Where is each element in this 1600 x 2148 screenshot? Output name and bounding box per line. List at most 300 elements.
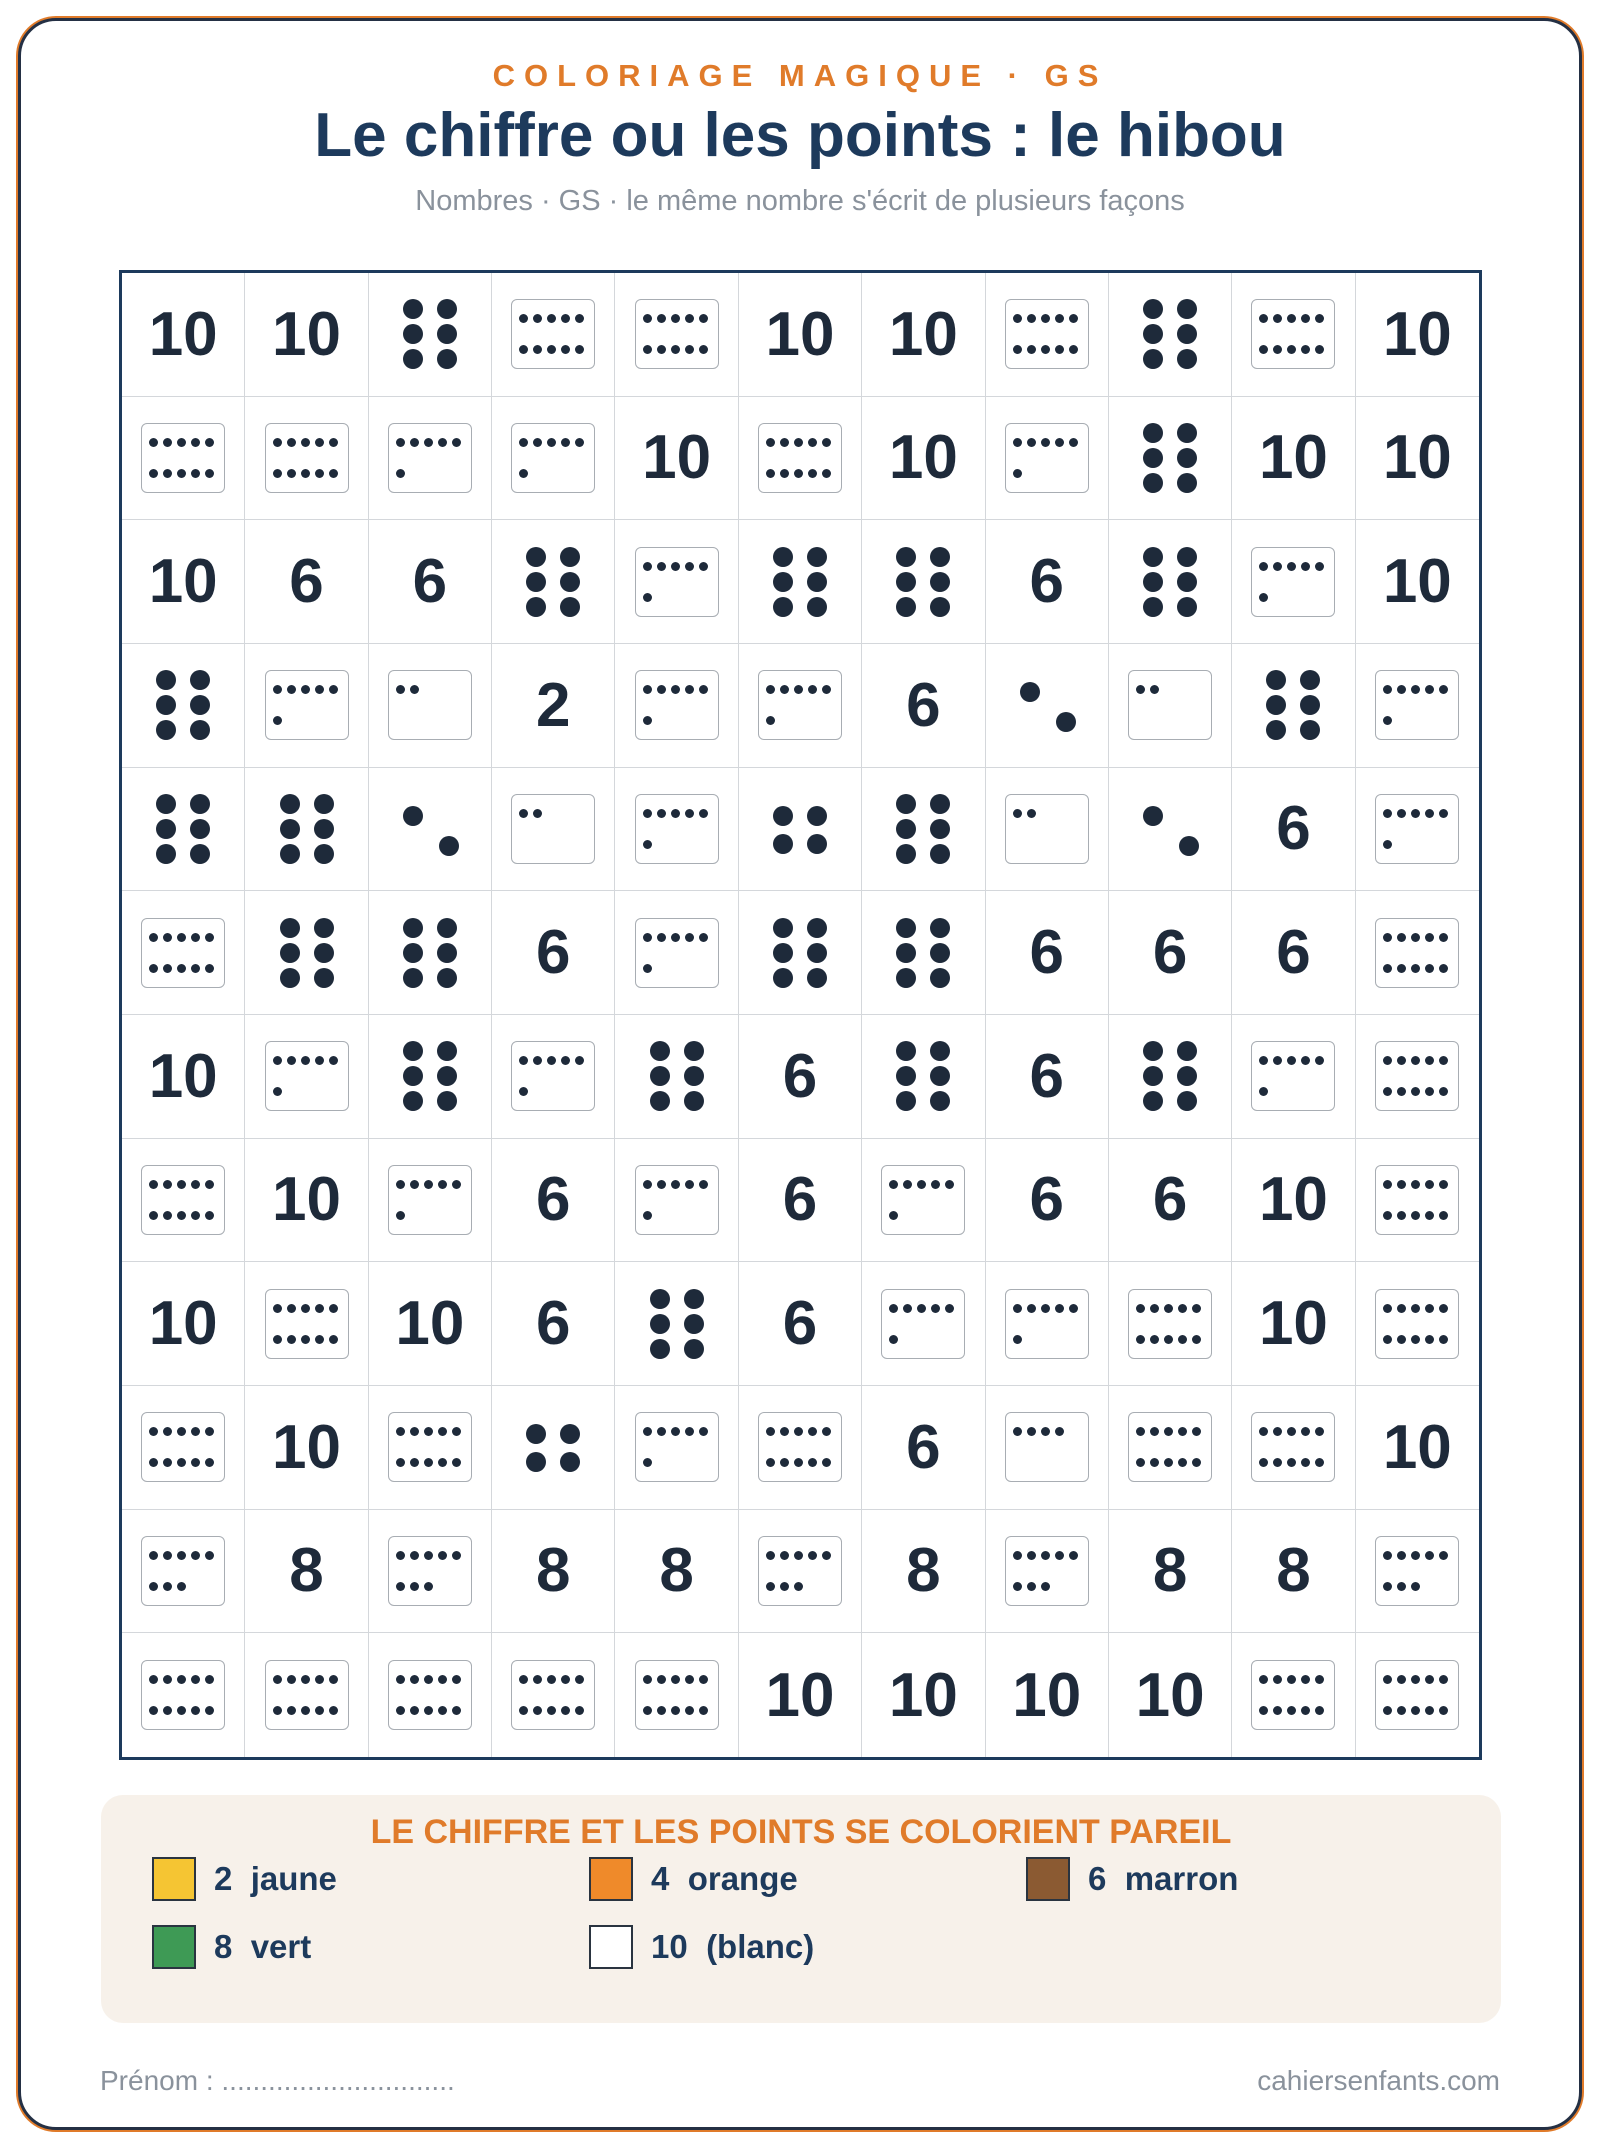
- dot: [149, 1582, 158, 1591]
- grid-cell[interactable]: [1232, 768, 1355, 892]
- dot: [452, 1675, 461, 1684]
- dot: [1439, 1706, 1448, 1715]
- dot: [1056, 712, 1076, 732]
- dot: [643, 562, 652, 571]
- grid-cell[interactable]: [369, 273, 492, 397]
- dot: [1439, 1551, 1448, 1560]
- dot: [1397, 1551, 1406, 1560]
- dot: [1397, 1056, 1406, 1065]
- grid-cell[interactable]: [122, 1633, 245, 1757]
- dot-pattern: [1012, 668, 1082, 742]
- grid-cell[interactable]: [1109, 1139, 1232, 1263]
- dot: [1136, 1335, 1145, 1344]
- dot: [273, 1706, 282, 1715]
- grid-cell[interactable]: [615, 1015, 738, 1139]
- grid-cell[interactable]: [986, 644, 1109, 768]
- grid-cell[interactable]: [1356, 1015, 1479, 1139]
- dot: [807, 918, 827, 938]
- grid-cell[interactable]: [122, 1386, 245, 1510]
- grid-cell[interactable]: [739, 1510, 862, 1634]
- dot: [1439, 1675, 1448, 1684]
- dot: [1259, 1458, 1268, 1467]
- dot: [437, 299, 457, 319]
- grid-cell[interactable]: [492, 520, 615, 644]
- grid-cell[interactable]: [986, 273, 1109, 397]
- dot: [205, 1180, 214, 1189]
- dot: [643, 1427, 652, 1436]
- grid-cell[interactable]: [1232, 891, 1355, 1015]
- dot: [671, 933, 680, 942]
- dot: [1055, 314, 1064, 323]
- dot: [896, 1091, 916, 1111]
- grid-cell[interactable]: [862, 1510, 985, 1634]
- grid-cell[interactable]: [1109, 1633, 1232, 1757]
- grid-cell[interactable]: [1232, 1139, 1355, 1263]
- dot: [780, 1427, 789, 1436]
- dot: [410, 438, 419, 447]
- grid-cell[interactable]: [862, 1633, 985, 1757]
- grid-cell[interactable]: [369, 1139, 492, 1263]
- dot: [1055, 438, 1064, 447]
- dot: [794, 1458, 803, 1467]
- dot: [1397, 809, 1406, 818]
- dot-domino: [265, 423, 349, 493]
- grid-cell[interactable]: [1232, 1262, 1355, 1386]
- dot-domino: [1128, 1412, 1212, 1482]
- grid-cell[interactable]: [369, 520, 492, 644]
- dot: [561, 438, 570, 447]
- dot: [657, 562, 666, 571]
- dot-domino: [388, 1660, 472, 1730]
- grid-cell[interactable]: [862, 1139, 985, 1263]
- grid-cell[interactable]: [369, 644, 492, 768]
- grid-cell[interactable]: [245, 1633, 368, 1757]
- dot: [177, 1427, 186, 1436]
- dot: [280, 794, 300, 814]
- dot-pattern: [272, 916, 342, 990]
- dot: [314, 968, 334, 988]
- swatch-green: [152, 1925, 196, 1969]
- cell-number: 10: [888, 299, 958, 369]
- dot: [1041, 1582, 1050, 1591]
- dot: [560, 1452, 580, 1472]
- dot: [807, 834, 827, 854]
- dot: [1177, 324, 1197, 344]
- dot: [149, 438, 158, 447]
- dot: [794, 438, 803, 447]
- dot-domino: [635, 1165, 719, 1235]
- grid-cell[interactable]: [492, 768, 615, 892]
- grid-cell[interactable]: [245, 1510, 368, 1634]
- grid-cell[interactable]: [615, 891, 738, 1015]
- grid-cell[interactable]: [862, 768, 985, 892]
- dot: [896, 1041, 916, 1061]
- dot: [163, 1551, 172, 1560]
- grid-cell[interactable]: [245, 1262, 368, 1386]
- dot-domino: [141, 1412, 225, 1482]
- grid-cell[interactable]: [739, 768, 862, 892]
- grid-cell[interactable]: [986, 1139, 1109, 1263]
- grid-cell[interactable]: [1232, 397, 1355, 521]
- dot: [438, 1458, 447, 1467]
- dot: [315, 1304, 324, 1313]
- dot: [315, 685, 324, 694]
- dot: [671, 345, 680, 354]
- dot-pattern: [765, 545, 835, 619]
- dot: [519, 1056, 528, 1065]
- dot: [1287, 1675, 1296, 1684]
- grid-cell[interactable]: [739, 1386, 862, 1510]
- dot: [1273, 345, 1282, 354]
- dot: [896, 572, 916, 592]
- grid-cell[interactable]: [1356, 891, 1479, 1015]
- grid-cell[interactable]: [1356, 1262, 1479, 1386]
- dot: [273, 1087, 282, 1096]
- grid-cell[interactable]: [245, 520, 368, 644]
- dot: [177, 1551, 186, 1560]
- grid-cell[interactable]: [739, 1262, 862, 1386]
- grid-cell[interactable]: [122, 768, 245, 892]
- dot: [889, 1180, 898, 1189]
- grid-cell[interactable]: [1232, 1386, 1355, 1510]
- cell-number: 10: [148, 299, 218, 369]
- grid-cell[interactable]: [245, 273, 368, 397]
- dot: [1266, 670, 1286, 690]
- dot: [396, 469, 405, 478]
- dot: [163, 1458, 172, 1467]
- grid-cell[interactable]: [245, 768, 368, 892]
- grid-cell[interactable]: [122, 1015, 245, 1139]
- grid-cell[interactable]: [1109, 891, 1232, 1015]
- grid-cell[interactable]: [615, 273, 738, 397]
- dot: [314, 844, 334, 864]
- grid-cell[interactable]: [862, 273, 985, 397]
- dot: [930, 1041, 950, 1061]
- grid-cell[interactable]: [615, 1139, 738, 1263]
- grid-cell[interactable]: [492, 891, 615, 1015]
- dot: [822, 1427, 831, 1436]
- dot: [191, 933, 200, 942]
- dot: [526, 1452, 546, 1472]
- grid-cell[interactable]: [739, 1633, 862, 1757]
- grid-cell[interactable]: [1109, 1015, 1232, 1139]
- dot: [896, 819, 916, 839]
- dot: [560, 547, 580, 567]
- grid-cell[interactable]: [122, 644, 245, 768]
- grid-cell[interactable]: [1232, 1015, 1355, 1139]
- dot: [684, 1289, 704, 1309]
- grid-cell[interactable]: [492, 1386, 615, 1510]
- dot: [149, 1706, 158, 1715]
- dot: [1315, 1458, 1324, 1467]
- dot: [822, 1458, 831, 1467]
- grid-cell[interactable]: [245, 1386, 368, 1510]
- dot-pattern: [395, 916, 465, 990]
- dot-domino: [1375, 918, 1459, 988]
- grid-cell[interactable]: [1232, 520, 1355, 644]
- name-field[interactable]: Prénom : ..............................: [100, 2065, 455, 2096]
- dot: [1177, 473, 1197, 493]
- cell-number: 10: [765, 299, 835, 369]
- grid-cell[interactable]: [492, 1139, 615, 1263]
- dot: [519, 438, 528, 447]
- grid-cell[interactable]: [739, 520, 862, 644]
- dot: [547, 345, 556, 354]
- cell-number: 10: [395, 1289, 465, 1359]
- grid-cell[interactable]: [369, 1015, 492, 1139]
- dot: [1383, 809, 1392, 818]
- dot: [1439, 933, 1448, 942]
- grid-cell[interactable]: [986, 891, 1109, 1015]
- dot: [1164, 1458, 1173, 1467]
- cell-number: 10: [1382, 547, 1452, 617]
- grid-cell[interactable]: [986, 520, 1109, 644]
- dot: [1273, 314, 1282, 323]
- grid-cell[interactable]: [369, 397, 492, 521]
- dot: [191, 964, 200, 973]
- dot-domino: [265, 1041, 349, 1111]
- grid-cell[interactable]: [615, 520, 738, 644]
- dot: [205, 1211, 214, 1220]
- grid-cell[interactable]: [245, 644, 368, 768]
- dot-pattern: [148, 792, 218, 866]
- dot: [519, 1087, 528, 1096]
- dot: [1143, 1041, 1163, 1061]
- dot: [780, 1458, 789, 1467]
- grid-cell[interactable]: [492, 1015, 615, 1139]
- dot: [205, 469, 214, 478]
- grid-cell[interactable]: [1356, 520, 1479, 644]
- grid-cell[interactable]: [1356, 1510, 1479, 1634]
- dot: [671, 685, 680, 694]
- grid-cell[interactable]: [1356, 1139, 1479, 1263]
- dot: [301, 1304, 310, 1313]
- dot: [301, 438, 310, 447]
- dot: [1411, 1675, 1420, 1684]
- grid-cell[interactable]: [1356, 397, 1479, 521]
- grid-cell[interactable]: [122, 891, 245, 1015]
- grid-cell[interactable]: [492, 644, 615, 768]
- dot: [526, 547, 546, 567]
- grid-cell[interactable]: [492, 1262, 615, 1386]
- dot: [1177, 1066, 1197, 1086]
- dot: [205, 438, 214, 447]
- dot: [560, 572, 580, 592]
- grid-cell[interactable]: [492, 1510, 615, 1634]
- dot-pattern: [1135, 297, 1205, 371]
- dot-pattern: [765, 916, 835, 990]
- grid-cell[interactable]: [492, 397, 615, 521]
- dot: [1301, 1427, 1310, 1436]
- dot: [301, 1335, 310, 1344]
- dot-domino: [1375, 1041, 1459, 1111]
- dot: [1315, 562, 1324, 571]
- dot: [526, 572, 546, 592]
- grid-cell[interactable]: [615, 1510, 738, 1634]
- grid-cell[interactable]: [1109, 1386, 1232, 1510]
- dot: [822, 438, 831, 447]
- grid-cell[interactable]: [1356, 644, 1479, 768]
- grid-cell[interactable]: [739, 1139, 862, 1263]
- dot: [699, 1180, 708, 1189]
- grid-cell[interactable]: [739, 644, 862, 768]
- grid-cell[interactable]: [986, 1015, 1109, 1139]
- grid-cell[interactable]: [492, 273, 615, 397]
- dot: [945, 1180, 954, 1189]
- dot: [684, 1314, 704, 1334]
- dot: [191, 1551, 200, 1560]
- cell-number: 10: [1382, 423, 1452, 493]
- dot-domino: [1375, 1289, 1459, 1359]
- dot: [1013, 1582, 1022, 1591]
- dot: [396, 685, 405, 694]
- grid-cell[interactable]: [986, 1633, 1109, 1757]
- dot: [1287, 1458, 1296, 1467]
- grid-cell[interactable]: [615, 397, 738, 521]
- grid-cell[interactable]: [1232, 644, 1355, 768]
- grid-cell[interactable]: [615, 1386, 738, 1510]
- grid-cell[interactable]: [862, 397, 985, 521]
- grid-cell[interactable]: [122, 1139, 245, 1263]
- grid-cell[interactable]: [369, 1510, 492, 1634]
- dot: [280, 918, 300, 938]
- dot: [287, 1706, 296, 1715]
- dot: [671, 1427, 680, 1436]
- grid-cell[interactable]: [1109, 397, 1232, 521]
- grid-cell[interactable]: [739, 891, 862, 1015]
- grid-cell[interactable]: [1356, 1386, 1479, 1510]
- grid-cell[interactable]: [1232, 1510, 1355, 1634]
- cell-number: 6: [1152, 918, 1188, 988]
- dot: [773, 918, 793, 938]
- grid-cell[interactable]: [369, 768, 492, 892]
- grid-cell[interactable]: [1356, 768, 1479, 892]
- dot: [685, 1427, 694, 1436]
- dot: [396, 1427, 405, 1436]
- grid-cell[interactable]: [1356, 1633, 1479, 1757]
- dot: [643, 1211, 652, 1220]
- dot: [575, 1675, 584, 1684]
- dot-domino: [1251, 1412, 1335, 1482]
- grid-cell[interactable]: [862, 891, 985, 1015]
- dot: [1177, 547, 1197, 567]
- grid-cell[interactable]: [986, 1262, 1109, 1386]
- grid-cell[interactable]: [369, 1386, 492, 1510]
- dot: [931, 1304, 940, 1313]
- grid-cell[interactable]: [986, 1386, 1109, 1510]
- dot: [1287, 345, 1296, 354]
- cell-number: 10: [272, 299, 342, 369]
- grid-cell[interactable]: [245, 397, 368, 521]
- grid-cell[interactable]: [1356, 273, 1479, 397]
- grid-cell[interactable]: [862, 1262, 985, 1386]
- dot: [315, 1056, 324, 1065]
- grid-cell[interactable]: [1109, 520, 1232, 644]
- dot: [1179, 836, 1199, 856]
- grid-cell[interactable]: [492, 1633, 615, 1757]
- grid-cell[interactable]: [122, 273, 245, 397]
- grid-cell[interactable]: [1232, 273, 1355, 397]
- dot: [315, 1335, 324, 1344]
- grid-cell[interactable]: [122, 520, 245, 644]
- grid-cell[interactable]: [739, 1015, 862, 1139]
- dot: [410, 1582, 419, 1591]
- cell-number: 10: [1135, 1660, 1205, 1730]
- grid-cell[interactable]: [986, 1510, 1109, 1634]
- grid-cell[interactable]: [615, 644, 738, 768]
- dot: [930, 918, 950, 938]
- grid-cell[interactable]: [615, 1633, 738, 1757]
- grid-cell[interactable]: [369, 891, 492, 1015]
- grid-cell[interactable]: [862, 1386, 985, 1510]
- dot-domino: [1251, 1041, 1335, 1111]
- grid-cell[interactable]: [245, 1139, 368, 1263]
- grid-cell[interactable]: [122, 397, 245, 521]
- dot: [685, 1180, 694, 1189]
- grid-cell[interactable]: [369, 1262, 492, 1386]
- dot-domino: [1005, 299, 1089, 369]
- dot: [191, 1427, 200, 1436]
- grid-cell[interactable]: [1109, 768, 1232, 892]
- dot: [177, 1706, 186, 1715]
- dot: [329, 438, 338, 447]
- dot: [773, 943, 793, 963]
- dot: [424, 1180, 433, 1189]
- grid-cell[interactable]: [862, 644, 985, 768]
- dot: [671, 1675, 680, 1684]
- dot: [280, 844, 300, 864]
- grid-cell[interactable]: [245, 891, 368, 1015]
- grid-cell[interactable]: [986, 397, 1109, 521]
- cell-number: 10: [765, 1660, 835, 1730]
- dot: [684, 1339, 704, 1359]
- dot: [452, 1458, 461, 1467]
- grid-cell[interactable]: [1109, 644, 1232, 768]
- dot: [1439, 964, 1448, 973]
- dot: [156, 695, 176, 715]
- grid-cell[interactable]: [245, 1015, 368, 1139]
- dot: [519, 1675, 528, 1684]
- grid-cell[interactable]: [1109, 273, 1232, 397]
- grid-cell[interactable]: [122, 1262, 245, 1386]
- dot: [896, 794, 916, 814]
- grid-cell[interactable]: [739, 397, 862, 521]
- grid-cell[interactable]: [1109, 1510, 1232, 1634]
- grid-cell[interactable]: [1109, 1262, 1232, 1386]
- grid-cell[interactable]: [862, 520, 985, 644]
- grid-cell[interactable]: [986, 768, 1109, 892]
- dot: [931, 1180, 940, 1189]
- dot: [773, 834, 793, 854]
- dot: [1383, 1551, 1392, 1560]
- dot: [163, 469, 172, 478]
- grid-cell[interactable]: [862, 1015, 985, 1139]
- dot: [149, 1211, 158, 1220]
- dot: [1397, 685, 1406, 694]
- grid-cell[interactable]: [369, 1633, 492, 1757]
- dot: [1397, 1304, 1406, 1313]
- grid-cell[interactable]: [615, 1262, 738, 1386]
- dot: [163, 1706, 172, 1715]
- dot: [1425, 1180, 1434, 1189]
- grid-cell[interactable]: [739, 273, 862, 397]
- dot: [1178, 1458, 1187, 1467]
- dot: [287, 1056, 296, 1065]
- grid-cell[interactable]: [615, 768, 738, 892]
- cell-number: 6: [1276, 794, 1311, 864]
- grid-cell[interactable]: [122, 1510, 245, 1634]
- grid-cell[interactable]: [1232, 1633, 1355, 1757]
